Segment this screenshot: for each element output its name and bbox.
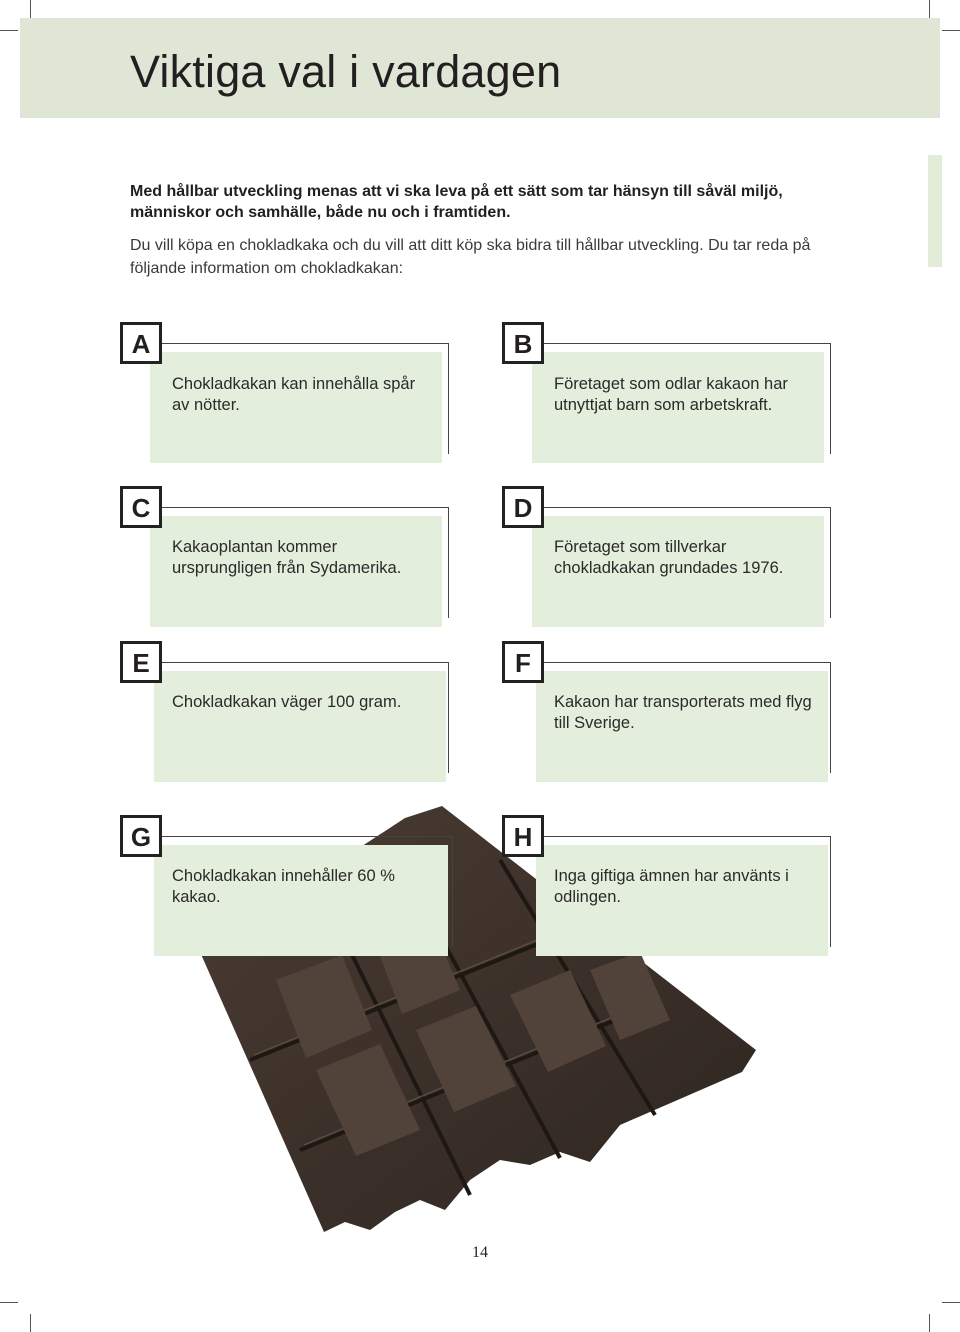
info-card-b [502,322,832,467]
card-letter: C [120,486,162,528]
card-letter: E [120,641,162,683]
intro-text: Du vill köpa en chokladkaka och du vill att ditt köp ska bidra till hållbar utveckling. Du tar reda på följande information om chokladkakan: [130,237,811,277]
card-letter: G [120,815,162,857]
info-card-c [120,486,450,631]
info-card-f [502,641,832,786]
card-text: Chokladkakan kan innehålla spår av nötter. [172,375,416,414]
card-letter: A [120,322,162,364]
page-number: 14 [472,1244,488,1261]
card-letter: D [502,486,544,528]
card-text: Chokladkakan innehåller 60 % kakao. [172,867,395,906]
page-title: Viktiga val i vardagen [130,46,562,97]
card-text: Kakaon har transporterats med flyg till Sverige. [554,693,812,732]
card-letter: F [502,641,544,683]
card-text: Företaget som tillverkar chokladkakan grundades 1976. [554,538,784,577]
card-text: Chokladkakan väger 100 gram. [172,693,402,711]
card-text: Inga giftiga ämnen har använts i odlingen. [554,867,789,906]
card-letter: B [502,322,544,364]
info-card-d [502,486,832,631]
info-card-h [502,815,832,960]
card-text: Företaget som odlar kakaon har utnyttjat barn som arbetskraft. [554,375,788,414]
card-panel [154,671,446,782]
info-card-e [120,641,450,786]
intro-bold-text: Med hållbar utveckling menas att vi ska leva på ett sätt som tar hänsyn till såväl miljö, människor och samhälle, både nu och i framtiden. [130,183,783,221]
info-card-a [120,322,450,467]
card-letter: H [502,815,544,857]
info-card-g [120,815,450,960]
card-text: Kakaoplantan kommer ursprungligen från Sydamerika. [172,538,402,577]
